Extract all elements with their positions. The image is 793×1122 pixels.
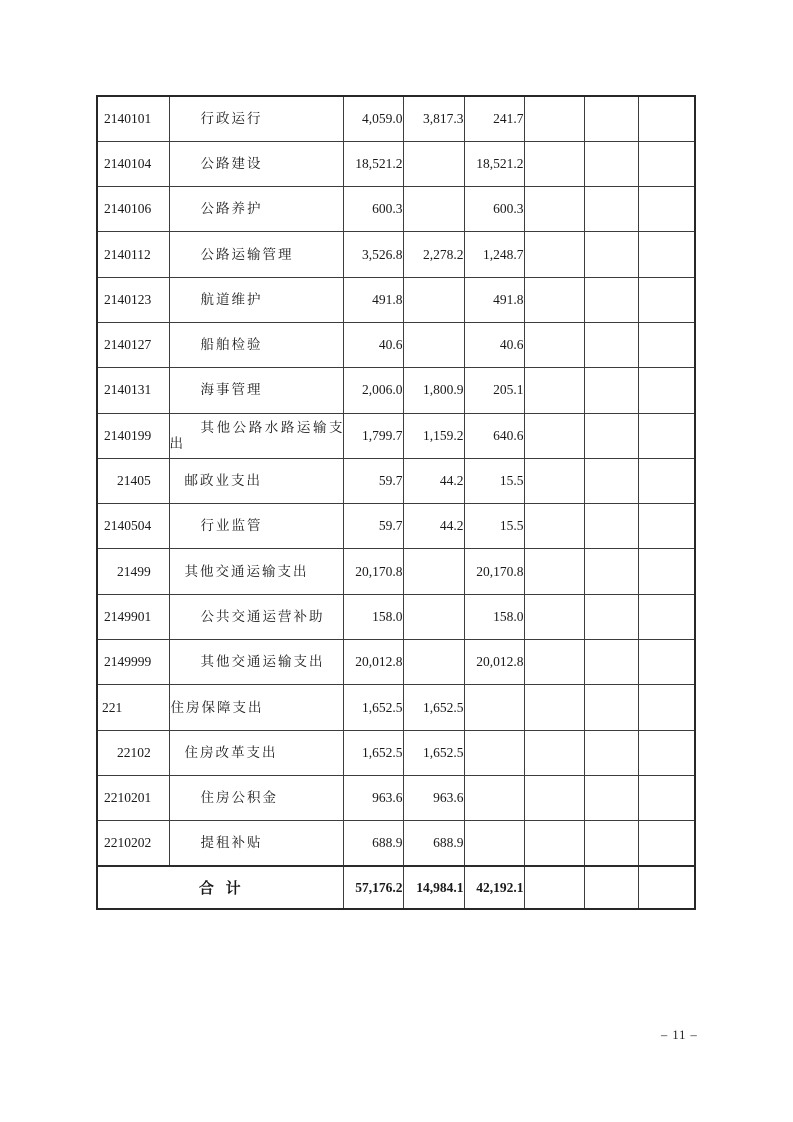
table-row xyxy=(97,594,695,639)
code-cell xyxy=(97,775,169,820)
value-cell: 1,652.5 xyxy=(403,685,464,730)
budget-table xyxy=(96,95,696,910)
name-cell xyxy=(169,413,343,458)
empty-cell xyxy=(584,277,638,322)
code-cell xyxy=(97,640,169,685)
code-text: 2210201 xyxy=(104,790,152,806)
value-cell: 18,521.2 xyxy=(343,141,403,186)
name-cell xyxy=(169,685,343,730)
value-cell: 688.9 xyxy=(403,821,464,866)
name-char: 水 xyxy=(264,419,279,435)
name-text: 行政运行 xyxy=(200,110,263,126)
code-cell xyxy=(97,277,169,322)
empty-cell xyxy=(524,458,584,503)
name-cell xyxy=(169,232,343,277)
empty-cell xyxy=(638,549,695,594)
code-text: 2140504 xyxy=(104,518,152,534)
name-cell xyxy=(169,549,343,594)
empty-cell xyxy=(524,821,584,866)
name-char: 输 xyxy=(312,419,327,435)
empty-cell xyxy=(638,277,695,322)
value-cell: 14,984.1 xyxy=(403,866,464,909)
empty-cell xyxy=(524,413,584,458)
name-text: 住房改革支出 xyxy=(184,744,278,760)
value-cell: 44.2 xyxy=(403,504,464,549)
name-char: 其 xyxy=(200,419,214,435)
code-cell xyxy=(97,594,169,639)
empty-cell xyxy=(524,277,584,322)
table-row xyxy=(97,549,695,594)
table-row xyxy=(97,775,695,820)
empty-cell xyxy=(638,504,695,549)
empty-cell xyxy=(584,96,638,141)
empty-cell xyxy=(524,322,584,367)
value-cell: 158.0 xyxy=(343,594,403,639)
table-row xyxy=(97,187,695,232)
name-cell xyxy=(169,96,343,141)
empty-cell xyxy=(584,640,638,685)
code-cell xyxy=(97,187,169,232)
name-text: 其他交通运输支出 xyxy=(200,654,325,670)
code-cell xyxy=(97,504,169,549)
name-char: 他 xyxy=(216,419,231,435)
value-cell: 20,170.8 xyxy=(464,549,524,594)
value-cell: 2,006.0 xyxy=(343,368,403,413)
empty-cell xyxy=(524,141,584,186)
table-row xyxy=(97,458,695,503)
name-text: 住房公积金 xyxy=(200,790,278,806)
empty-cell xyxy=(584,866,638,909)
code-text: 2140123 xyxy=(104,291,152,307)
empty-cell xyxy=(584,141,638,186)
code-text: 22102 xyxy=(117,744,151,760)
name-cell xyxy=(169,322,343,367)
name-cell xyxy=(169,141,343,186)
value-cell: 158.0 xyxy=(464,594,524,639)
name-char: 运 xyxy=(296,419,311,435)
code-cell xyxy=(97,322,169,367)
empty-cell xyxy=(584,821,638,866)
name-char: 公 xyxy=(232,419,247,435)
empty-cell xyxy=(584,187,638,232)
empty-cell xyxy=(638,775,695,820)
page-number: – 11 – xyxy=(661,1028,698,1042)
name-cell xyxy=(169,775,343,820)
table-row xyxy=(97,685,695,730)
value-cell: 44.2 xyxy=(403,458,464,503)
table-row xyxy=(97,821,695,866)
value-cell: 40.6 xyxy=(464,322,524,367)
value-cell: 491.8 xyxy=(464,277,524,322)
empty-cell xyxy=(524,96,584,141)
value-cell xyxy=(403,640,464,685)
code-cell xyxy=(97,413,169,458)
value-cell: 1,800.9 xyxy=(403,368,464,413)
value-cell: 20,170.8 xyxy=(343,549,403,594)
empty-cell xyxy=(584,594,638,639)
value-cell: 688.9 xyxy=(343,821,403,866)
empty-cell xyxy=(584,322,638,367)
code-text: 2140104 xyxy=(104,155,152,171)
value-cell xyxy=(403,187,464,232)
name-text: 住房保障支出 xyxy=(170,699,264,715)
table-body xyxy=(97,96,695,909)
value-cell: 1,652.5 xyxy=(343,685,403,730)
name-cell xyxy=(169,368,343,413)
name-cell xyxy=(169,594,343,639)
empty-cell xyxy=(524,549,584,594)
code-text: 2149901 xyxy=(104,608,152,624)
value-cell: 2,278.2 xyxy=(403,232,464,277)
empty-cell xyxy=(584,549,638,594)
code-cell xyxy=(97,141,169,186)
table-row xyxy=(97,141,695,186)
name-char: 支 xyxy=(329,419,343,435)
empty-cell xyxy=(638,640,695,685)
code-cell xyxy=(97,685,169,730)
table-row xyxy=(97,640,695,685)
table-row xyxy=(97,277,695,322)
code-cell xyxy=(97,730,169,775)
empty-cell xyxy=(638,322,695,367)
code-cell xyxy=(97,368,169,413)
value-cell: 57,176.2 xyxy=(343,866,403,909)
empty-cell xyxy=(524,640,584,685)
name-cell xyxy=(169,730,343,775)
code-text: 2140112 xyxy=(104,246,151,262)
value-cell xyxy=(403,549,464,594)
code-text: 2140101 xyxy=(104,110,152,126)
value-cell: 40.6 xyxy=(343,322,403,367)
name-text: 公路养护 xyxy=(200,201,263,217)
code-text: 2140199 xyxy=(104,427,152,443)
table-row xyxy=(97,368,695,413)
value-cell: 18,521.2 xyxy=(464,141,524,186)
empty-cell xyxy=(524,866,584,909)
table-row xyxy=(97,232,695,277)
value-cell: 42,192.1 xyxy=(464,866,524,909)
empty-cell xyxy=(638,594,695,639)
value-cell: 640.6 xyxy=(464,413,524,458)
name-text: 公共交通运营补助 xyxy=(200,608,325,624)
table-row xyxy=(97,322,695,367)
name-text: 提租补贴 xyxy=(200,835,263,851)
value-cell: 4,059.0 xyxy=(343,96,403,141)
name-cell xyxy=(169,640,343,685)
name-cell xyxy=(169,277,343,322)
name-text-line2: 出 xyxy=(169,435,183,451)
code-text: 2140127 xyxy=(104,337,152,353)
empty-cell xyxy=(584,775,638,820)
empty-cell xyxy=(524,187,584,232)
value-cell: 491.8 xyxy=(343,277,403,322)
code-cell xyxy=(97,549,169,594)
value-cell: 1,652.5 xyxy=(403,730,464,775)
empty-cell xyxy=(524,368,584,413)
value-cell xyxy=(464,685,524,730)
value-cell: 600.3 xyxy=(464,187,524,232)
name-cell xyxy=(169,821,343,866)
empty-cell xyxy=(638,232,695,277)
value-cell: 15.5 xyxy=(464,458,524,503)
empty-cell xyxy=(638,368,695,413)
empty-cell xyxy=(524,775,584,820)
value-cell: 20,012.8 xyxy=(464,640,524,685)
code-cell xyxy=(97,821,169,866)
value-cell: 963.6 xyxy=(403,775,464,820)
name-cell xyxy=(169,458,343,503)
value-cell xyxy=(403,141,464,186)
code-text: 21405 xyxy=(117,473,151,489)
empty-cell xyxy=(524,730,584,775)
code-cell xyxy=(97,458,169,503)
value-cell xyxy=(403,277,464,322)
name-text: 行业监管 xyxy=(200,518,263,534)
name-text: 船舶检验 xyxy=(200,337,263,353)
name-text: 海事管理 xyxy=(200,382,263,398)
name-char: 路 xyxy=(280,419,295,435)
name-text: 其他交通运输支出 xyxy=(184,563,309,579)
empty-cell xyxy=(524,504,584,549)
value-cell: 205.1 xyxy=(464,368,524,413)
code-text: 2210202 xyxy=(104,835,152,851)
name-text: 航道维护 xyxy=(200,291,263,307)
code-cell xyxy=(97,96,169,141)
empty-cell xyxy=(638,821,695,866)
code-text: 2149999 xyxy=(104,654,152,670)
value-cell: 15.5 xyxy=(464,504,524,549)
empty-cell xyxy=(524,685,584,730)
table-row xyxy=(97,96,695,141)
empty-cell xyxy=(584,232,638,277)
value-cell: 1,799.7 xyxy=(343,413,403,458)
name-text: 公路建设 xyxy=(200,155,263,171)
empty-cell xyxy=(638,730,695,775)
name-text: 邮政业支出 xyxy=(184,473,262,489)
empty-cell xyxy=(584,685,638,730)
empty-cell xyxy=(638,187,695,232)
value-cell: 600.3 xyxy=(343,187,403,232)
code-text: 2140106 xyxy=(104,201,152,217)
value-cell: 20,012.8 xyxy=(343,640,403,685)
table-row xyxy=(97,413,695,458)
empty-cell xyxy=(584,413,638,458)
empty-cell xyxy=(638,96,695,141)
empty-cell xyxy=(584,730,638,775)
value-cell: 241.7 xyxy=(464,96,524,141)
value-cell: 1,652.5 xyxy=(343,730,403,775)
code-text: 2140131 xyxy=(104,382,152,398)
name-char: 路 xyxy=(248,419,263,435)
total-row xyxy=(97,866,695,909)
empty-cell xyxy=(638,413,695,458)
empty-cell xyxy=(638,141,695,186)
empty-cell xyxy=(584,368,638,413)
name-cell xyxy=(169,187,343,232)
value-cell: 963.6 xyxy=(343,775,403,820)
name-text-line1 xyxy=(201,420,343,436)
value-cell: 3,526.8 xyxy=(343,232,403,277)
empty-cell xyxy=(638,458,695,503)
empty-cell xyxy=(584,458,638,503)
table-row xyxy=(97,504,695,549)
name-cell xyxy=(169,504,343,549)
code-cell xyxy=(97,232,169,277)
value-cell: 59.7 xyxy=(343,504,403,549)
value-cell: 1,159.2 xyxy=(403,413,464,458)
value-cell: 59.7 xyxy=(343,458,403,503)
total-label-cell: 合 计 xyxy=(97,866,343,909)
empty-cell xyxy=(524,594,584,639)
value-cell xyxy=(403,594,464,639)
empty-cell xyxy=(638,866,695,909)
value-cell xyxy=(403,322,464,367)
value-cell: 3,817.3 xyxy=(403,96,464,141)
code-text: 21499 xyxy=(117,563,151,579)
value-cell: 1,248.7 xyxy=(464,232,524,277)
value-cell xyxy=(464,775,524,820)
value-cell xyxy=(464,821,524,866)
table-row xyxy=(97,730,695,775)
code-text: 221 xyxy=(102,699,123,715)
empty-cell xyxy=(524,232,584,277)
empty-cell xyxy=(584,504,638,549)
value-cell xyxy=(464,730,524,775)
empty-cell xyxy=(638,685,695,730)
name-text: 公路运输管理 xyxy=(200,246,294,262)
